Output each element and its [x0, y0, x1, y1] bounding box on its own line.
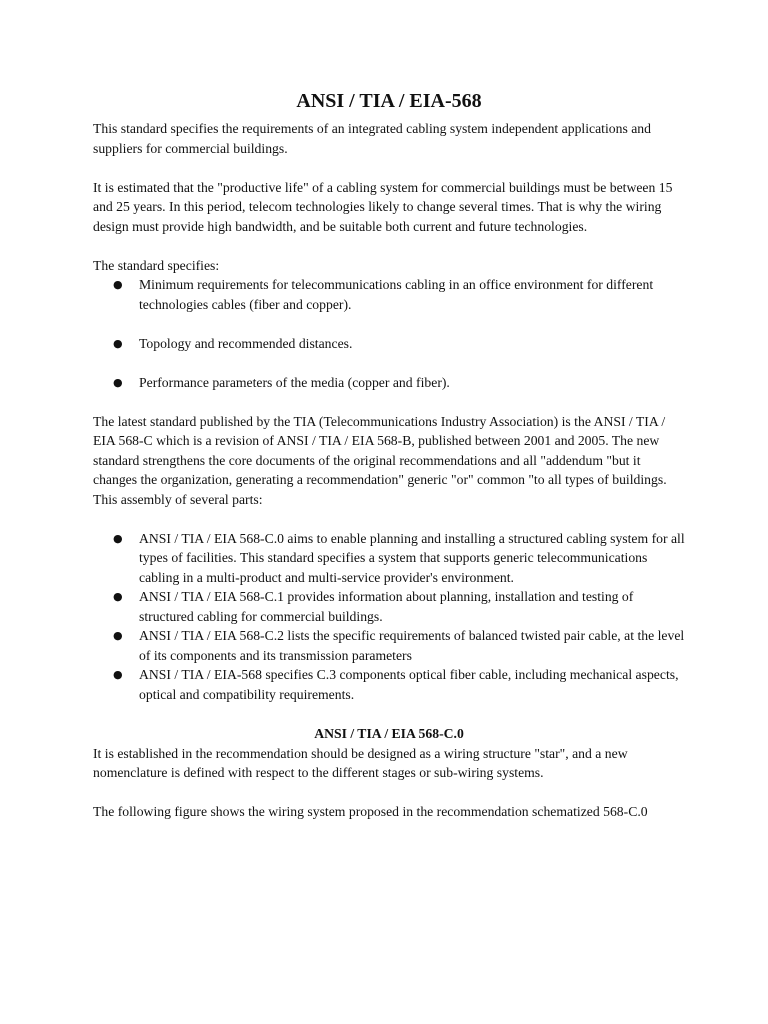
list-item: ● Topology and recommended distances. [93, 334, 685, 354]
document-title: ANSI / TIA / EIA-568 [296, 90, 482, 112]
document-body [93, 84, 685, 822]
list-item: ● ANSI / TIA / EIA 568-C.2 lists the specific requirements of balanced twisted pair cable, at the level of its components and its transmission parameters [93, 626, 685, 665]
list-item: ● Minimum requirements for telecommunications cabling in an office environment for different technologies cables (fiber and copper). [93, 275, 685, 314]
list-item: ● Performance parameters of the media (copper and fiber). [93, 373, 685, 393]
list-item: ● ANSI / TIA / EIA-568 specifies C.3 components optical fiber cable, including mechanical aspects, optical and compatibility requirements. [93, 665, 685, 704]
specifies-list [93, 275, 685, 392]
standard-specifies-label: The standard specifies: [93, 257, 220, 273]
list-item: ● ANSI / TIA / EIA 568-C.1 provides information about planning, installation and testing of structured cabling for commercial buildings. [93, 587, 685, 626]
productive-life-paragraph: It is estimated that the "productive life" of a cabling system for commercial buildings must be between 15 and 25 years. In this period, telecom technologies likely to change several times. That is why the wiring design must provide high bandwidth, and be suitable both current and future technologies. [93, 179, 673, 234]
section-heading: ANSI / TIA / EIA 568-C.0 [314, 726, 464, 741]
star-structure-paragraph: It is established in the recommendation should be designed as a wiring structure "star", and a new nomenclature is defined with respect to the different stages or sub-wiring systems. [93, 745, 628, 780]
list-item: ● ANSI / TIA / EIA 568-C.0 aims to enable planning and installing a structured cabling system for all types of facilities. This standard specifies a system that supports generic telecommunications cabling in a multi-product and multi-service provider's environment. [93, 529, 685, 588]
latest-standard-paragraph: The latest standard published by the TIA (Telecommunications Industry Association) is the ANSI / TIA / EIA 568-C which is a revision of ANSI / TIA / EIA 568-B, published between 2001 and 2005. The new standard strengthens the core documents of the original recommendations and all "addendum "but it changes the organization, generating a recommendation" generic "or" common "to all types of buildings. This assembly of several parts: [93, 413, 667, 507]
intro-paragraph: This standard specifies the requirements of an integrated cabling system independent applications and suppliers for commercial buildings. [93, 121, 651, 156]
parts-list [93, 529, 685, 705]
figure-intro-paragraph: The following figure shows the wiring system proposed in the recommendation schematized 568-C.0 [93, 804, 648, 819]
